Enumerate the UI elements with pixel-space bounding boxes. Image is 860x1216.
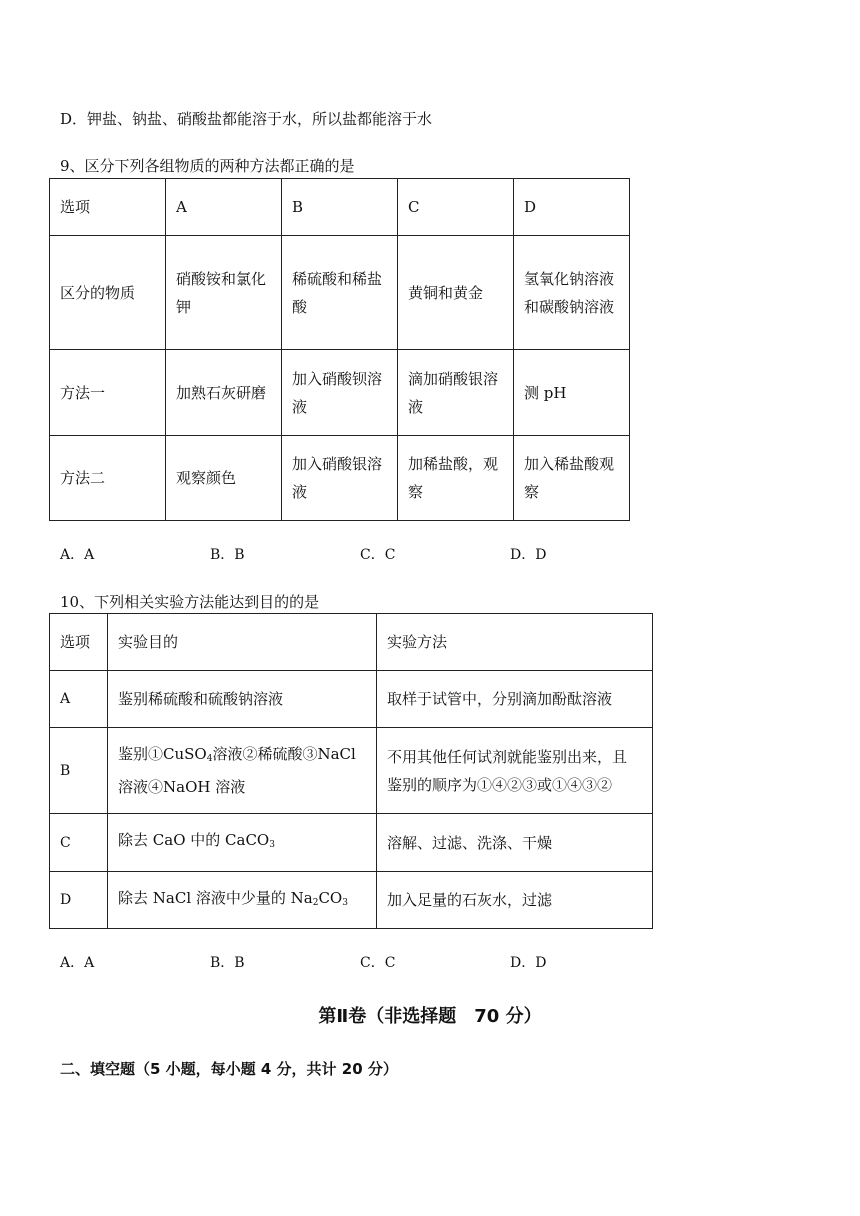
q9-row-header	[50, 179, 630, 236]
q9-cell: B	[282, 179, 398, 236]
q10-option-c[interactable]: C．C	[360, 955, 396, 971]
q9-option-b[interactable]: B．B	[210, 547, 245, 563]
q10-b-goal-part1: 鉴别①CuSO	[118, 745, 207, 763]
q10-b-method-line1: 不用其他任何试剂就能鉴别出来，且	[387, 747, 628, 766]
q10-cell: B	[50, 728, 108, 814]
q10-row-b	[50, 728, 653, 814]
q10-cell	[108, 872, 377, 929]
q10-cell: D	[50, 872, 108, 929]
q9-cell: 加熟石灰研磨	[166, 350, 282, 436]
q9-cell: C	[398, 179, 514, 236]
q9-cell: 氢氧化钠溶液和碳酸钠溶液	[514, 236, 630, 350]
q10-cell: 实验目的	[108, 614, 377, 671]
q10-c-goal-text: 除去 CaO 中的 CaCO	[118, 831, 270, 849]
q10-row-d	[50, 872, 653, 929]
q9-cell: 测 pH	[514, 350, 630, 436]
q10-cell	[108, 728, 377, 814]
q10-cell: A	[50, 671, 108, 728]
q10-b-method-line2: 鉴别的顺序为①④②③或①④③②	[387, 775, 613, 794]
q10-cell: 实验方法	[377, 614, 653, 671]
q9-cell: D	[514, 179, 630, 236]
q10-cell	[108, 814, 377, 872]
q10-cell: 选项	[50, 614, 108, 671]
q9-cell: 区分的物质	[50, 236, 166, 350]
q9-cell: 稀硫酸和稀盐酸	[282, 236, 398, 350]
q10-b-goal-sub: 4	[206, 754, 213, 764]
q9-cell: 观察颜色	[166, 436, 282, 521]
q10-c-goal-sub: 3	[269, 840, 275, 850]
q9-cell: 选项	[50, 179, 166, 236]
q10-option-b[interactable]: B．B	[210, 955, 245, 971]
q9-cell: 滴加硝酸银溶液	[398, 350, 514, 436]
q9-option-a[interactable]: A．A	[60, 547, 95, 563]
q9-table	[49, 178, 630, 521]
q8-option-d: D．钾盐、钠盐、硝酸盐都能溶于水，所以盐都能溶于水	[60, 110, 433, 128]
q10-row-c	[50, 814, 653, 872]
q9-cell: 加稀盐酸，观察	[398, 436, 514, 521]
q10-b-goal-part3: 溶液④NaOH 溶液	[118, 778, 246, 796]
q10-option-d[interactable]: D．D	[510, 955, 547, 971]
part2-title: 第Ⅱ卷（非选择题 70 分）	[318, 1006, 542, 1027]
q9-row-method2	[50, 436, 630, 521]
q10-b-goal-part2: 溶液②稀硫酸③NaCl	[212, 745, 356, 763]
q10-stem: 10、下列相关实验方法能达到目的的是	[60, 593, 320, 611]
q9-cell: A	[166, 179, 282, 236]
q10-cell: 鉴别稀硫酸和硫酸钠溶液	[108, 671, 377, 728]
q9-cell: 方法二	[50, 436, 166, 521]
q10-cell: 加入足量的石灰水，过滤	[377, 872, 653, 929]
q9-cell: 加入硝酸钡溶液	[282, 350, 398, 436]
q9-row-method1	[50, 350, 630, 436]
q10-row-header	[50, 614, 653, 671]
q9-cell: 加入硝酸银溶液	[282, 436, 398, 521]
q9-row-substances	[50, 236, 630, 350]
q10-option-a[interactable]: A．A	[60, 955, 95, 971]
q10-d-goal-sub-b: 3	[342, 897, 348, 908]
q9-cell: 黄铜和黄金	[398, 236, 514, 350]
q10-cell	[377, 728, 653, 814]
q9-cell: 加入稀盐酸观察	[514, 436, 630, 521]
q9-option-d[interactable]: D．D	[510, 547, 547, 563]
q10-cell: C	[50, 814, 108, 872]
q10-d-goal-text: 除去 NaCl 溶液中少量的 Na	[118, 888, 313, 907]
q10-table	[49, 613, 653, 929]
q10-d-goal-sub-a: 2	[312, 897, 319, 908]
q9-stem: 9、区分下列各组物质的两种方法都正确的是	[60, 157, 355, 175]
q10-cell: 溶解、过滤、洗涤、干燥	[377, 814, 653, 872]
q9-cell: 硝酸铵和氯化钾	[166, 236, 282, 350]
q10-d-goal-mid: CO	[318, 888, 343, 907]
q9-option-c[interactable]: C．C	[360, 547, 396, 563]
q9-cell: 方法一	[50, 350, 166, 436]
q10-row-a	[50, 671, 653, 728]
section-heading: 二、填空题（5 小题，每小题 4 分，共计 20 分）	[60, 1060, 398, 1078]
q10-cell: 取样于试管中，分别滴加酚酞溶液	[377, 671, 653, 728]
